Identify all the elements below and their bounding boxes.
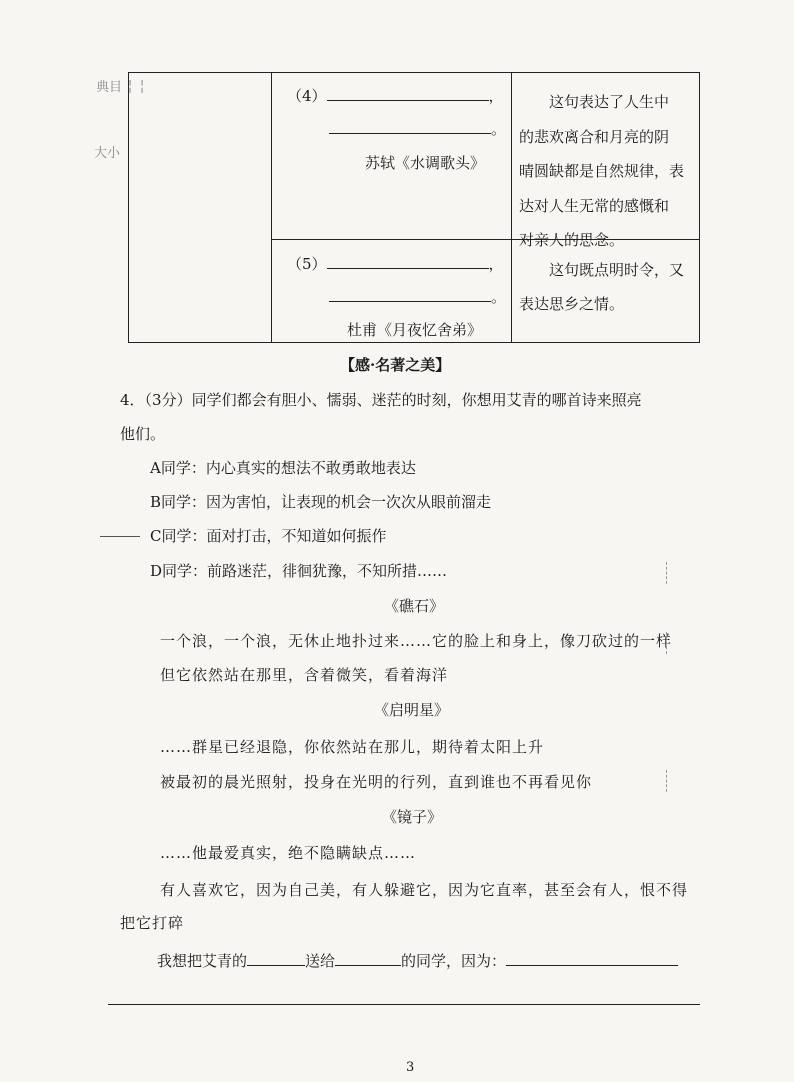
margin-tick xyxy=(666,770,667,792)
row4-note-line: 达对人生无常的感慨和 xyxy=(519,196,670,215)
margin-mark-top: 典目 ╎ ╎ xyxy=(96,80,146,95)
page-number: 3 xyxy=(406,1060,415,1075)
poem-title-jiaoshi: 《礁石》 xyxy=(384,597,445,615)
row5-period: 。 xyxy=(491,288,507,306)
row4-line2 xyxy=(329,118,506,139)
row5-line1 xyxy=(287,253,504,274)
row4-note-line: 的悲欢离合和月亮的阴 xyxy=(519,127,670,146)
answer-poem-blank[interactable] xyxy=(247,950,305,966)
row4-note-line: 晴圆缺都是自然规律，表 xyxy=(519,162,685,180)
row5-blank-2[interactable] xyxy=(329,286,491,302)
poem-line: ……他最爱真实，绝不隐瞒缺点…… xyxy=(160,844,417,862)
student-a: A同学：内心真实的想法不敢勇敢地表达 xyxy=(150,459,416,477)
poem-line: ……群星已经退隐，你依然站在那儿，期待着太阳上升 xyxy=(160,738,545,756)
row4-source: 苏轼《水调歌头》 xyxy=(365,154,486,172)
answer-reason-blank[interactable] xyxy=(506,950,678,966)
row4-period: 。 xyxy=(491,120,507,138)
student-c: C同学：面对打击，不知道如何振作 xyxy=(150,527,387,545)
answer-prefix: 我想把艾青的 xyxy=(157,952,248,970)
row5-blank-1[interactable] xyxy=(327,253,489,269)
poem-title-jingzi: 《镜子》 xyxy=(382,808,443,826)
margin-tick xyxy=(666,632,667,654)
row5-comma: ， xyxy=(488,255,504,273)
answer-suffix: 的同学，因为： xyxy=(401,952,507,970)
row5-note-line: 这句既点明时令，又 xyxy=(549,261,685,279)
poem-line: 有人喜欢它，因为自己美，有人躲避它，因为它直率，甚至会有人，恨不得 xyxy=(160,881,689,899)
answer-middle: 送给 xyxy=(305,952,336,970)
row4-blank-1[interactable] xyxy=(327,85,489,101)
question-stem-line1: 4．（3分）同学们都会有胆小、懦弱、迷茫的时刻，你想用艾青的哪首诗来照亮 xyxy=(120,391,642,409)
table-divider-right xyxy=(511,73,512,342)
row4-line1 xyxy=(287,85,504,106)
row5-note-line: 表达思乡之情。 xyxy=(519,295,625,313)
row5-line2 xyxy=(329,286,506,307)
margin-tick xyxy=(666,562,667,584)
poem-line: 把它打碎 xyxy=(120,914,185,932)
table-divider-left xyxy=(271,73,272,342)
poem-line: 一个浪，一个浪，无休止地扑过来……它的脸上和身上，像刀砍过的一样 xyxy=(160,632,673,650)
answer-student-blank[interactable] xyxy=(335,950,401,966)
row4-number: （4） xyxy=(287,87,327,105)
student-b: B同学：因为害怕，让表现的机会一次次从眼前溜走 xyxy=(150,493,492,511)
question-stem-line2: 他们。 xyxy=(120,425,166,443)
poem-line: 被最初的晨光照射，投身在光明的行列，直到谁也不再看见你 xyxy=(160,773,593,791)
row4-note xyxy=(519,85,684,258)
student-d: D同学：前路迷茫，徘徊犹豫，不知所措…… xyxy=(150,562,448,580)
answer-reason-line[interactable] xyxy=(108,1004,700,1005)
poem-title-qimingxing: 《启明星》 xyxy=(374,701,450,719)
row4-comma: ， xyxy=(488,87,504,105)
answer-line xyxy=(157,950,678,971)
poem-line: 但它依然站在那里，含着微笑，看着海洋 xyxy=(160,666,449,684)
row5-number: （5） xyxy=(287,255,327,273)
poetry-table xyxy=(128,72,700,343)
section-title: 【感·名著之美】 xyxy=(340,356,451,374)
row4-note-line: 对亲人的思念。 xyxy=(519,231,625,249)
margin-mark-mid: 大小 xyxy=(94,146,121,161)
margin-dash xyxy=(100,536,140,537)
row4-blank-2[interactable] xyxy=(329,118,491,134)
row4-note-line: 这句表达了人生中 xyxy=(549,93,670,111)
row5-note xyxy=(519,253,684,321)
row5-source: 杜甫《月夜忆舍弟》 xyxy=(347,321,483,339)
